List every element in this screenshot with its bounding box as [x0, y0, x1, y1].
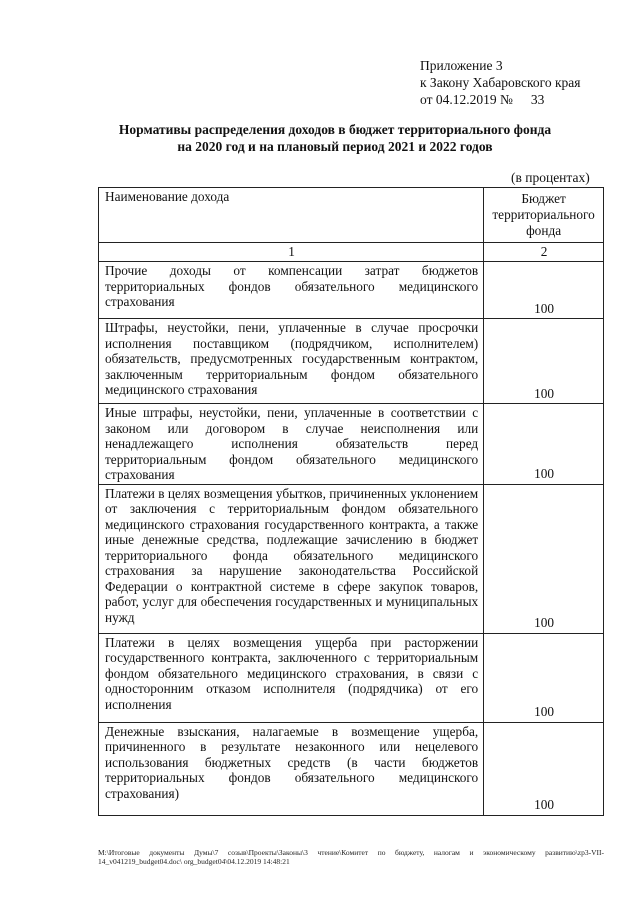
table-row: [99, 722, 604, 815]
income-name: Иные штрафы, неустойки, пени, уплаченные в соответствии с законом или договором в случае неисполнения или ненадлежащего исполнения обязательств перед территориальным фондом обязательного медицинского страхования: [99, 404, 484, 485]
column-number-row: [99, 243, 604, 262]
income-name: Прочие доходы от компенсации затрат бюджетов территориальных фондов обязательного медицинского страхования: [99, 262, 484, 319]
table-row: [99, 633, 604, 722]
table-row: [99, 404, 604, 485]
income-share: 100: [484, 484, 604, 633]
header-income-name: Наименование дохода: [99, 188, 484, 243]
file-path-footer: M:\Итоговые документы Думы\7 созыв\Проекты\Законы\3 чтение\Комитет по бюджету, налогам и экономическому развитию\zp3-VII-14_v041219_budget04.doc\ org_budget04\04.12.2019 14:48:21: [98, 848, 604, 866]
unit-note: (в процентах): [511, 170, 590, 185]
appendix-date: от 04.12.2019 №: [420, 92, 513, 107]
column-number-1: 1: [99, 243, 484, 262]
income-share: 100: [484, 262, 604, 319]
income-share: 100: [484, 404, 604, 485]
appendix-number: 33: [530, 92, 545, 107]
document-title-line-2: на 2020 год и на плановый период 2021 и 2022 годов: [177, 139, 493, 154]
document-title-line-1: Нормативы распределения доходов в бюджет территориального фонда: [118, 122, 552, 137]
income-name: Платежи в целях возмещения ущерба при расторжении государственного контракта, заключенного с территориальным фондом обязательного медицинского страхования, в связи с односторонним отказом исполнителя (подрядчика) от его исполнения: [99, 633, 484, 722]
table-row: [99, 484, 604, 633]
table-header-row: [99, 188, 604, 243]
income-share: 100: [484, 633, 604, 722]
document-title: [100, 121, 570, 155]
appendix-title: Приложение 3: [420, 58, 503, 73]
income-share: 100: [484, 319, 604, 404]
revenue-distribution-table: [98, 187, 604, 816]
column-number-2: 2: [484, 243, 604, 262]
table-row: [99, 319, 604, 404]
income-share: 100: [484, 722, 604, 815]
income-name: Штрафы, неустойки, пени, уплаченные в случае просрочки исполнения поставщиком (подрядчиком, исполнителем) обязательств, предусмотренных государственным контрактом, заключенным территориальным фондом обязательного медицинского страхования: [99, 319, 484, 404]
income-name: Платежи в целях возмещения убытков, причиненных уклонением от заключения с территориальным фондом обязательного медицинского страхования государственного контракта, а также иные денежные средства, подлежащие зачислению в бюджет территориального фонда обязательного медицинского страхования за нарушение законодательства Российской Федерации о контрактной системе в сфере закупок товаров, работ, услуг для обеспечения государственных и муниципальных нужд: [99, 484, 484, 633]
appendix-block: [420, 57, 581, 108]
appendix-date-line: [420, 91, 581, 108]
income-name: Денежные взыскания, налагаемые в возмещение ущерба, причиненного в результате незаконного или нецелевого использования бюджетных средств (в части бюджетов территориальных фондов обязательного медицинского страхования): [99, 722, 484, 815]
appendix-law-reference: к Закону Хабаровского края: [420, 75, 581, 90]
table-row: [99, 262, 604, 319]
header-fund-budget: Бюджет территориального фонда: [484, 188, 604, 243]
